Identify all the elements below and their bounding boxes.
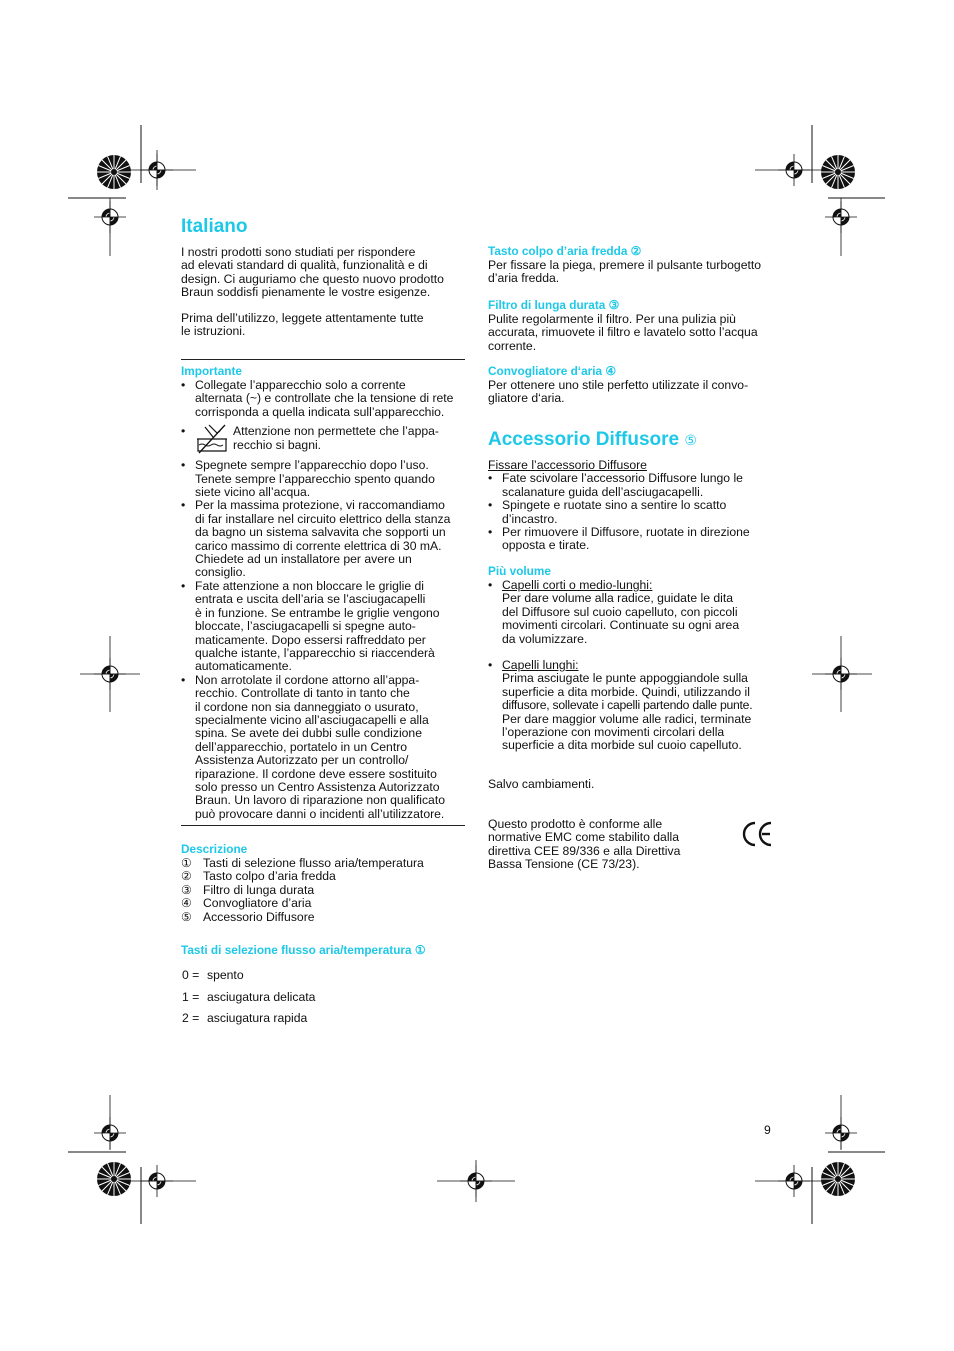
list-item: • Non arrotolate il cordone attorno all’appa- recchio. Controllate di tanto in tanto che il cordone non sia danneggiato o usurato, specialmente vicino all’asciugacapelli e alla spina. Se avete dei dubbi sulle condizione dell’apparecchio, portatelo in un Centro Assistenza Autorizzato per un controllo/ riparazione. Il cordone deve essere sostituito solo presso un Centro Assistenza Autorizzato Braun. Un lavoro di riparazione non qualificato può provocare danni o incidenti all’utilizzatore.	[181, 674, 471, 821]
list-item: ② Tasto colpo d’aria fredda	[181, 869, 336, 884]
volume-item: • Capelli lunghi: Prima asciugate le punte appoggiandole sulla superficie a dita morbide. Quindi, utilizzando il diffusore, sollevate i capelli partendo dalle punte. Per dare maggior volume alle radici, terminate l’operazione con movimenti circolari della superficie a dita morbide sul cuoio capelluto.	[488, 659, 788, 753]
list-item: • Spegnete sempre l’apparecchio dopo l’uso. Tenete sempre l’apparecchio spento quando siete vicino all’acqua.	[181, 459, 471, 499]
diffuser-title: Accessorio Diffusore ⑤	[488, 429, 697, 450]
list-item: • Attenzione non permettete che l’appa- recchio si bagni.	[181, 425, 471, 459]
list-item: • Per rimuovere il Diffusore, ruotate in direzione opposta e tirate.	[488, 526, 788, 553]
conformity-text: Questo prodotto è conforme alle normative EMC come stabilito dalla direttiva CEE 89/336 e alla Direttiva Bassa Tensione (CE 73/23).	[488, 817, 681, 872]
tasti-heading: Tasti di selezione flusso aria/temperatura ①	[181, 943, 426, 957]
list-item: • Fate attenzione a non bloccare le griglie di entrata e uscita dell’aria se l’asciugacapelli è in funzione. Se entrambe le griglie vengono bloccate, l’asciugacapelli si spegne auto- maticamente. Dopo essersi raffreddato per qualche istante, l’apparecchio si riaccenderà automaticamente.	[181, 580, 471, 674]
filter-text: Pulite regolarmente il filtro. Per una pulizia più accurata, rimuovete il filtro e lavatelo sotto l’acqua corrente.	[488, 312, 758, 353]
tasti-row: 2 = asciugatura rapida	[182, 1011, 308, 1025]
cold-shot-text: Per fissare la piega, premere il pulsante turbogetto d’aria fredda.	[488, 258, 762, 286]
intro-paragraph: I nostri prodotti sono studiati per rispondere ad elevati standard di qualità, funzionalità e di design. Ci auguriamo che questo nuovo prodotto Braun soddisfi pienamente le vostre esigenze.	[181, 245, 444, 300]
volume-heading: Più volume	[488, 564, 551, 578]
cold-shot-heading: Tasto colpo d’aria fredda ②	[488, 244, 642, 258]
list-item: ① Tasti di selezione flusso aria/temperatura	[181, 856, 424, 870]
importante-heading: Importante	[181, 364, 242, 378]
intro-paragraph-2: Prima dell’utilizzo, leggete attentamente tutte le istruzioni.	[181, 311, 424, 339]
list-item: ③ Filtro di lunga durata	[181, 882, 315, 897]
list-item: • Fate scivolare l’accessorio Diffusore lungo le scalanature guida dell’asciugacapelli.	[488, 472, 788, 499]
list-item: • Spingete e ruotate sino a sentire lo scatto d’incastro.	[488, 499, 788, 526]
volume-item: • Capelli corti o medio-lunghi: Per dare volume alla radice, guidate le dita del Diffusore sul cuoio capelluto, con piccoli movimenti circolari. Continuate su ogni area da volumizzare.	[488, 579, 788, 646]
tasti-row: 0 = spento	[182, 968, 244, 982]
list-item: ④ Convogliatore d’aria	[181, 896, 312, 911]
concentrator-heading: Convogliatore d‘aria ④	[488, 364, 616, 378]
concentrator-text: Per ottenere uno stile perfetto utilizzate il convo- gliatore d‘aria.	[488, 378, 749, 406]
page-number: 9	[764, 1123, 771, 1137]
filter-heading: Filtro di lunga durata ③	[488, 298, 620, 312]
descrizione-heading: Descrizione	[181, 842, 248, 856]
list-item: • Per la massima protezione, vi raccomandiamo di far installare nel circuito elettrico della stanza da bagno un sistema salvavita che sopporti un carico massimo di corrente elettrica di 30 mA. Chiedete ad un installatore per avere un consiglio.	[181, 499, 471, 579]
tasti-row: 1 = asciugatura delicata	[182, 990, 316, 1004]
page-title: Italiano	[181, 216, 248, 237]
list-item: ⑤ Accessorio Diffusore	[181, 909, 315, 924]
salvo-text: Salvo cambiamenti.	[488, 777, 595, 791]
diffuser-section: Fissare l’accessorio Diffusore • Fate scivolare l’accessorio Diffusore lungo le scalanature guida dell’asciugacapelli. • Spingete e ruotate sino a sentire lo scatto d’incastro. • Per rimuovere il Diffusore, ruotate in direzione opposta e tirate.	[488, 459, 788, 553]
list-item: • Collegate l’apparecchio solo a corrente alternata (~) e controllate che la tensione di rete corrisponda a quella indicata sull’apparecchio.	[181, 379, 471, 419]
